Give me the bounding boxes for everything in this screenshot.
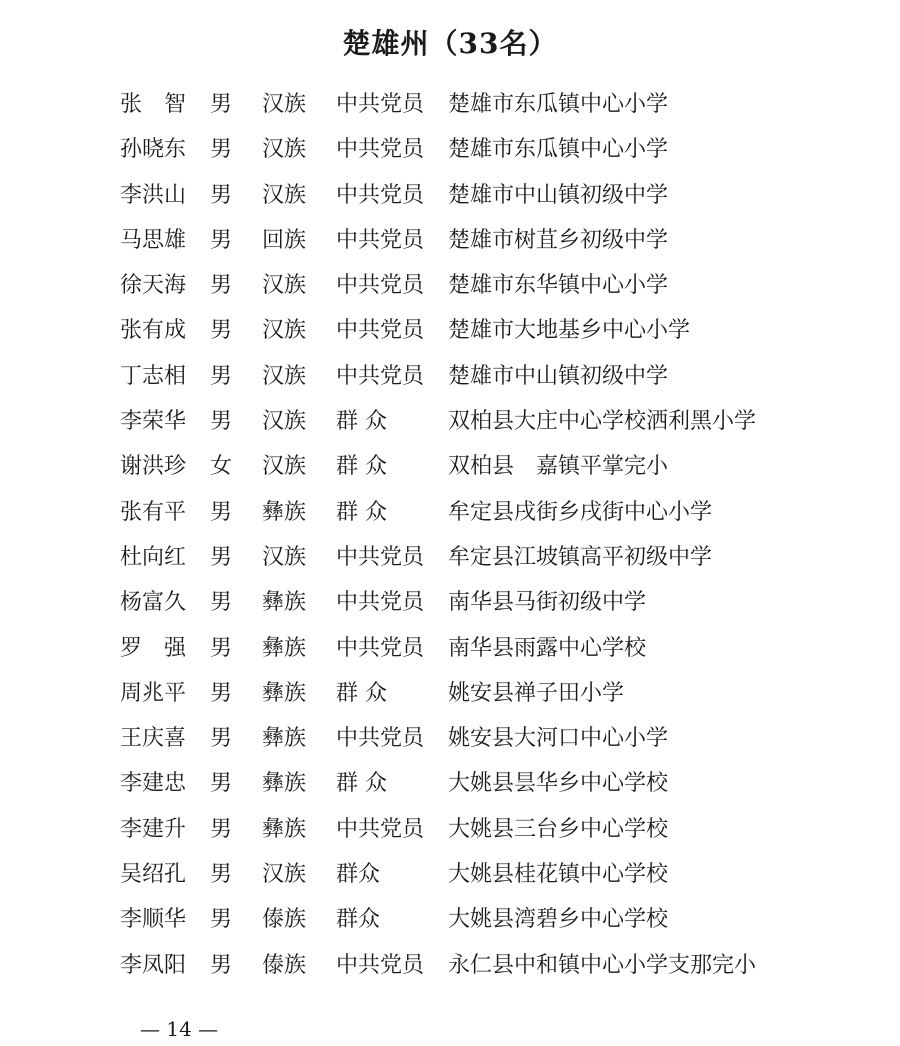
list-item	[0, 535, 900, 580]
person-ethnicity: 傣族	[262, 907, 307, 933]
person-name: 杜向红	[120, 544, 187, 570]
person-gender: 女	[210, 454, 233, 480]
person-ethnicity: 彝族	[262, 726, 307, 752]
person-workplace: 永仁县中和镇中心小学支那完小	[448, 952, 757, 978]
person-gender: 男	[210, 907, 233, 933]
person-name: 李建忠	[120, 771, 187, 797]
person-workplace: 姚安县大河口中心小学	[448, 726, 669, 752]
list-item	[0, 943, 900, 988]
person-name: 杨富久	[120, 590, 187, 616]
person-name: 徐天海	[120, 273, 187, 299]
list-item	[0, 716, 900, 761]
person-gender: 男	[210, 182, 233, 208]
person-name: 张 智	[120, 92, 187, 117]
person-ethnicity: 彝族	[262, 771, 307, 797]
list-item	[0, 308, 900, 353]
person-name: 罗 强	[120, 635, 187, 661]
list-item	[0, 218, 900, 263]
list-item	[0, 852, 900, 897]
list-item	[0, 807, 900, 852]
person-gender: 男	[210, 726, 233, 752]
list-item	[0, 354, 900, 399]
person-gender: 男	[210, 363, 233, 389]
person-political-status: 中共党员	[336, 318, 425, 344]
person-name: 李建升	[120, 816, 187, 842]
person-workplace: 双柏县大庄中心学校洒利黑小学	[448, 409, 757, 435]
person-political-status: 中共党员	[336, 635, 425, 661]
person-name: 马思雄	[120, 227, 187, 253]
person-political-status: 中共党员	[336, 273, 425, 299]
person-political-status: 群众	[336, 907, 381, 933]
person-name: 李顺华	[120, 907, 187, 933]
person-ethnicity: 汉族	[262, 318, 307, 344]
person-ethnicity: 汉族	[262, 137, 307, 163]
person-political-status: 中共党员	[336, 182, 425, 208]
person-ethnicity: 彝族	[262, 680, 307, 706]
person-workplace: 双柏县 嘉镇平掌完小	[448, 454, 669, 480]
person-workplace: 南华县马街初级中学	[448, 590, 647, 616]
person-ethnicity: 汉族	[262, 182, 307, 208]
person-political-status: 群 众	[336, 771, 387, 797]
person-gender: 男	[210, 680, 233, 706]
person-political-status: 中共党员	[336, 726, 425, 752]
person-ethnicity: 汉族	[262, 454, 307, 480]
person-ethnicity: 汉族	[262, 544, 307, 570]
person-gender: 男	[210, 862, 233, 888]
person-workplace: 楚雄市中山镇初级中学	[448, 363, 669, 389]
person-political-status: 群 众	[336, 409, 387, 435]
list-item	[0, 173, 900, 218]
person-ethnicity: 彝族	[262, 816, 307, 842]
person-workplace: 牟定县江坡镇高平初级中学	[448, 544, 713, 570]
person-gender: 男	[210, 409, 233, 435]
person-ethnicity: 汉族	[262, 273, 307, 299]
list-item	[0, 82, 900, 127]
person-gender: 男	[210, 227, 233, 253]
list-item	[0, 263, 900, 308]
person-workplace: 南华县雨露中心学校	[448, 635, 647, 661]
person-name: 李荣华	[120, 409, 187, 435]
list-item	[0, 127, 900, 172]
person-workplace: 楚雄市大地基乡中心小学	[448, 318, 691, 344]
person-name: 谢洪珍	[120, 454, 187, 480]
person-workplace: 姚安县禅子田小学	[448, 680, 625, 706]
person-name: 张有成	[120, 318, 187, 344]
person-political-status: 中共党员	[336, 363, 425, 389]
list-item	[0, 761, 900, 806]
person-political-status: 群众	[336, 862, 381, 888]
person-workplace: 大姚县桂花镇中心学校	[448, 862, 669, 888]
person-gender: 男	[210, 590, 233, 616]
list-item	[0, 897, 900, 942]
person-gender: 男	[210, 273, 233, 299]
person-political-status: 中共党员	[336, 816, 425, 842]
person-ethnicity: 傣族	[262, 952, 307, 978]
person-name: 李洪山	[120, 182, 187, 208]
person-gender: 男	[210, 635, 233, 661]
person-gender: 男	[210, 816, 233, 842]
person-ethnicity: 汉族	[262, 363, 307, 389]
person-gender: 男	[210, 544, 233, 570]
person-workplace: 楚雄市东华镇中心小学	[448, 273, 669, 299]
person-ethnicity: 回族	[262, 227, 307, 253]
person-political-status: 中共党员	[336, 590, 425, 616]
person-workplace: 大姚县湾碧乡中心学校	[448, 907, 669, 933]
person-workplace: 楚雄市东瓜镇中心小学	[448, 92, 669, 117]
person-gender: 男	[210, 499, 233, 525]
person-name: 周兆平	[120, 680, 187, 706]
list-item	[0, 580, 900, 625]
person-name: 张有平	[120, 499, 187, 525]
person-gender: 男	[210, 137, 233, 163]
person-workplace: 牟定县戌街乡戌街中心小学	[448, 499, 713, 525]
person-political-status: 群 众	[336, 454, 387, 480]
person-gender: 男	[210, 952, 233, 978]
person-ethnicity: 彝族	[262, 590, 307, 616]
person-political-status: 中共党员	[336, 137, 425, 163]
person-political-status: 中共党员	[336, 227, 425, 253]
person-workplace: 大姚县三台乡中心学校	[448, 816, 669, 842]
person-political-status: 中共党员	[336, 952, 425, 978]
list-item	[0, 399, 900, 444]
person-ethnicity: 汉族	[262, 409, 307, 435]
person-name: 王庆喜	[120, 726, 187, 752]
person-political-status: 中共党员	[336, 92, 425, 117]
list-item	[0, 626, 900, 671]
person-political-status: 群 众	[336, 680, 387, 706]
section-title: 楚雄州（33名）	[342, 27, 558, 60]
person-political-status: 群 众	[336, 499, 387, 525]
person-gender: 男	[210, 92, 233, 117]
page-number: — 14 —	[140, 1017, 219, 1041]
person-name: 李凤阳	[120, 952, 187, 978]
person-political-status: 中共党员	[336, 544, 425, 570]
person-gender: 男	[210, 318, 233, 344]
person-ethnicity: 彝族	[262, 499, 307, 525]
person-workplace: 楚雄市东瓜镇中心小学	[448, 137, 669, 163]
person-workplace: 楚雄市中山镇初级中学	[448, 182, 669, 208]
list-item	[0, 490, 900, 535]
list-item	[0, 444, 900, 489]
person-ethnicity: 彝族	[262, 635, 307, 661]
person-name: 吴绍孔	[120, 862, 187, 888]
person-name: 孙晓东	[120, 137, 187, 163]
person-workplace: 楚雄市树苴乡初级中学	[448, 227, 669, 253]
person-workplace: 大姚县昙华乡中心学校	[448, 771, 669, 797]
person-gender: 男	[210, 771, 233, 797]
person-ethnicity: 汉族	[262, 862, 307, 888]
person-list	[0, 82, 900, 988]
person-name: 丁志相	[120, 363, 187, 389]
list-item	[0, 671, 900, 716]
person-ethnicity: 汉族	[262, 92, 307, 117]
